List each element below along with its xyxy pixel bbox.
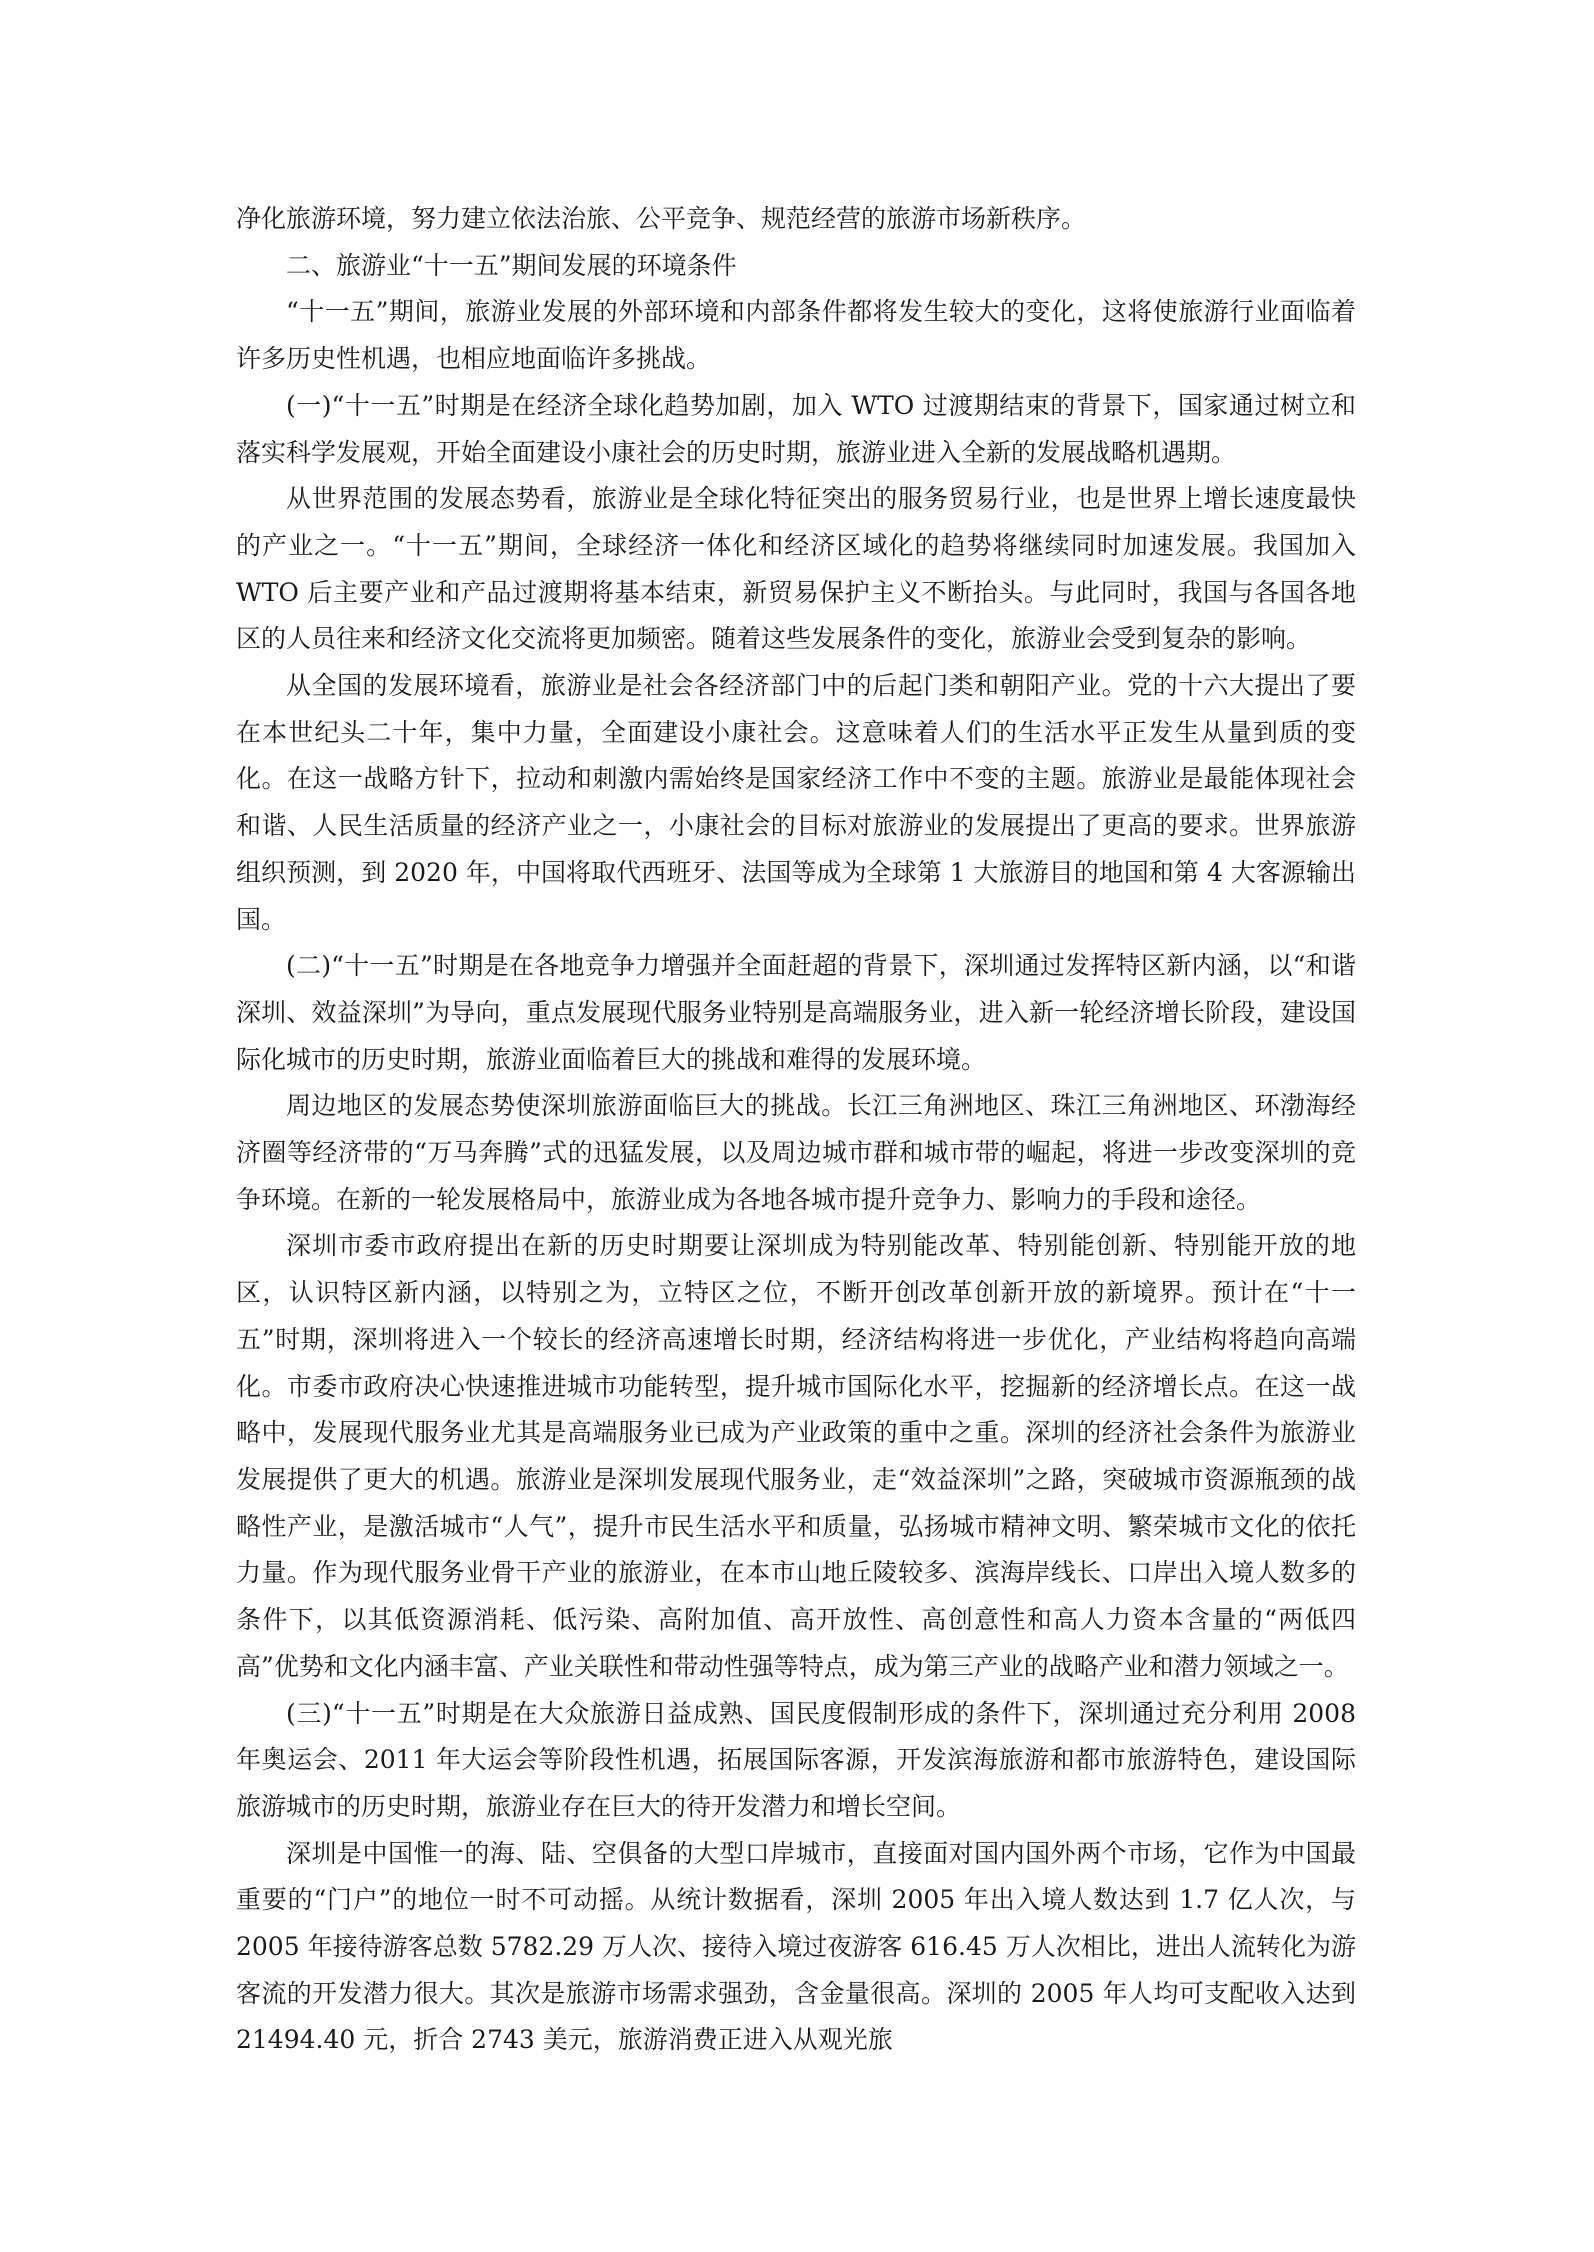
- paragraph: 周边地区的发展态势使深圳旅游面临巨大的挑战。长江三角洲地区、珠江三角洲地区、环渤海经济圈等经济带的“万马奔腾”式的迅猛发展，以及周边城市群和城市带的崛起，将进一步改变深圳的竞争环境。在新的一轮发展格局中，旅游业成为各地各城市提升竞争力、影响力的手段和途径。: [236, 1091, 1356, 1214]
- section-heading: 二、旅游业“十一五”期间发展的环境条件: [286, 250, 737, 280]
- paragraph: (二)“十一五”时期是在各地竞争力增强并全面赶超的背景下，深圳通过发挥特区新内涵，以“和谐深圳、效益深圳”为导向，重点发展现代服务业特别是高端服务业，进入新一轮经济增长阶段，建设国际化城市的历史时期，旅游业面临着巨大的挑战和难得的发展环境。: [236, 951, 1356, 1074]
- body-text: [236, 196, 1356, 2064]
- paragraph: 深圳是中国惟一的海、陆、空俱备的大型口岸城市，直接面对国内国外两个市场，它作为中国最重要的“门户”的地位一时不可动摇。从统计数据看，深圳 2005 年出入境人数达到 1.7 亿人次，与 2005 年接待游客总数 5782.29 万人次、接待入境过夜游客 616.45 万人次相比，进出人流转化为游客流的开发潜力很大。其次是旅游市场需求强劲，含金量很高。深圳的 2005 年人均可支配收入达到 21494.40 元，折合 2743 美元，旅游消费正进入从观光旅: [236, 1838, 1356, 2055]
- paragraph-continuation: 净化旅游环境，努力建立依法治旅、公平竞争、规范经营的旅游市场新秩序。: [236, 204, 1087, 233]
- paragraph: (三)“十一五”时期是在大众旅游日益成熟、国民度假制形成的条件下，深圳通过充分利用 2008 年奥运会、2011 年大运会等阶段性机遇，拓展国际客源，开发滨海旅游和都市旅游特色，建设国际旅游城市的历史时期，旅游业存在巨大的待开发潜力和增长空间。: [236, 1698, 1356, 1821]
- paragraph: 从世界范围的发展态势看，旅游业是全球化特征突出的服务贸易行业，也是世界上增长速度最快的产业之一。“十一五”期间，全球经济一体化和经济区域化的趋势将继续同时加速发展。我国加入 WTO 后主要产业和产品过渡期将基本结束，新贸易保护主义不断抬头。与此同时，我国与各国各地区的人员往来和经济文化交流将更加频密。随着这些发展条件的变化，旅游业会受到复杂的影响。: [236, 484, 1356, 654]
- paragraph: 深圳市委市政府提出在新的历史时期要让深圳成为特别能改革、特别能创新、特别能开放的地区，认识特区新内涵，以特别之为，立特区之位，不断开创改革创新开放的新境界。预计在“十一五”时期，深圳将进入一个较长的经济高速增长时期，经济结构将进一步优化，产业结构将趋向高端化。市委市政府决心快速推进城市功能转型，提升城市国际化水平，挖掘新的经济增长点。在这一战略中，发展现代服务业尤其是高端服务业已成为产业政策的重中之重。深圳的经济社会条件为旅游业发展提供了更大的机遇。旅游业是深圳发展现代服务业，走“效益深圳”之路，突破城市资源瓶颈的战略性产业，是激活城市“人气”，提升市民生活水平和质量，弘扬城市精神文明、繁荣城市文化的依托力量。作为现代服务业骨干产业的旅游业，在本市山地丘陵较多、滨海岸线长、口岸出入境人数多的条件下，以其低资源消耗、低污染、高附加值、高开放性、高创意性和高人力资本含量的“两低四高”优势和文化内涵丰富、产业关联性和带动性强等特点，成为第三产业的战略产业和潜力领域之一。: [236, 1231, 1356, 1681]
- paragraph: “十一五”期间，旅游业发展的外部环境和内部条件都将发生较大的变化，这将使旅游行业面临着许多历史性机遇，也相应地面临许多挑战。: [236, 297, 1356, 374]
- paragraph: 从全国的发展环境看，旅游业是社会各经济部门中的后起门类和朝阳产业。党的十六大提出了要在本世纪头二十年，集中力量，全面建设小康社会。这意味着人们的生活水平正发生从量到质的变化。在这一战略方针下，拉动和刺激内需始终是国家经济工作中不变的主题。旅游业是最能体现社会和谐、人民生活质量的经济产业之一，小康社会的目标对旅游业的发展提出了更高的要求。世界旅游组织预测，到 2020 年，中国将取代西班牙、法国等成为全球第 1 大旅游目的地国和第 4 大客源输出国。: [236, 671, 1356, 934]
- paragraph: (一)“十一五”时期是在经济全球化趋势加剧，加入 WTO 过渡期结束的背景下，国家通过树立和落实科学发展观，开始全面建设小康社会的历史时期，旅游业进入全新的发展战略机遇期。: [236, 390, 1356, 467]
